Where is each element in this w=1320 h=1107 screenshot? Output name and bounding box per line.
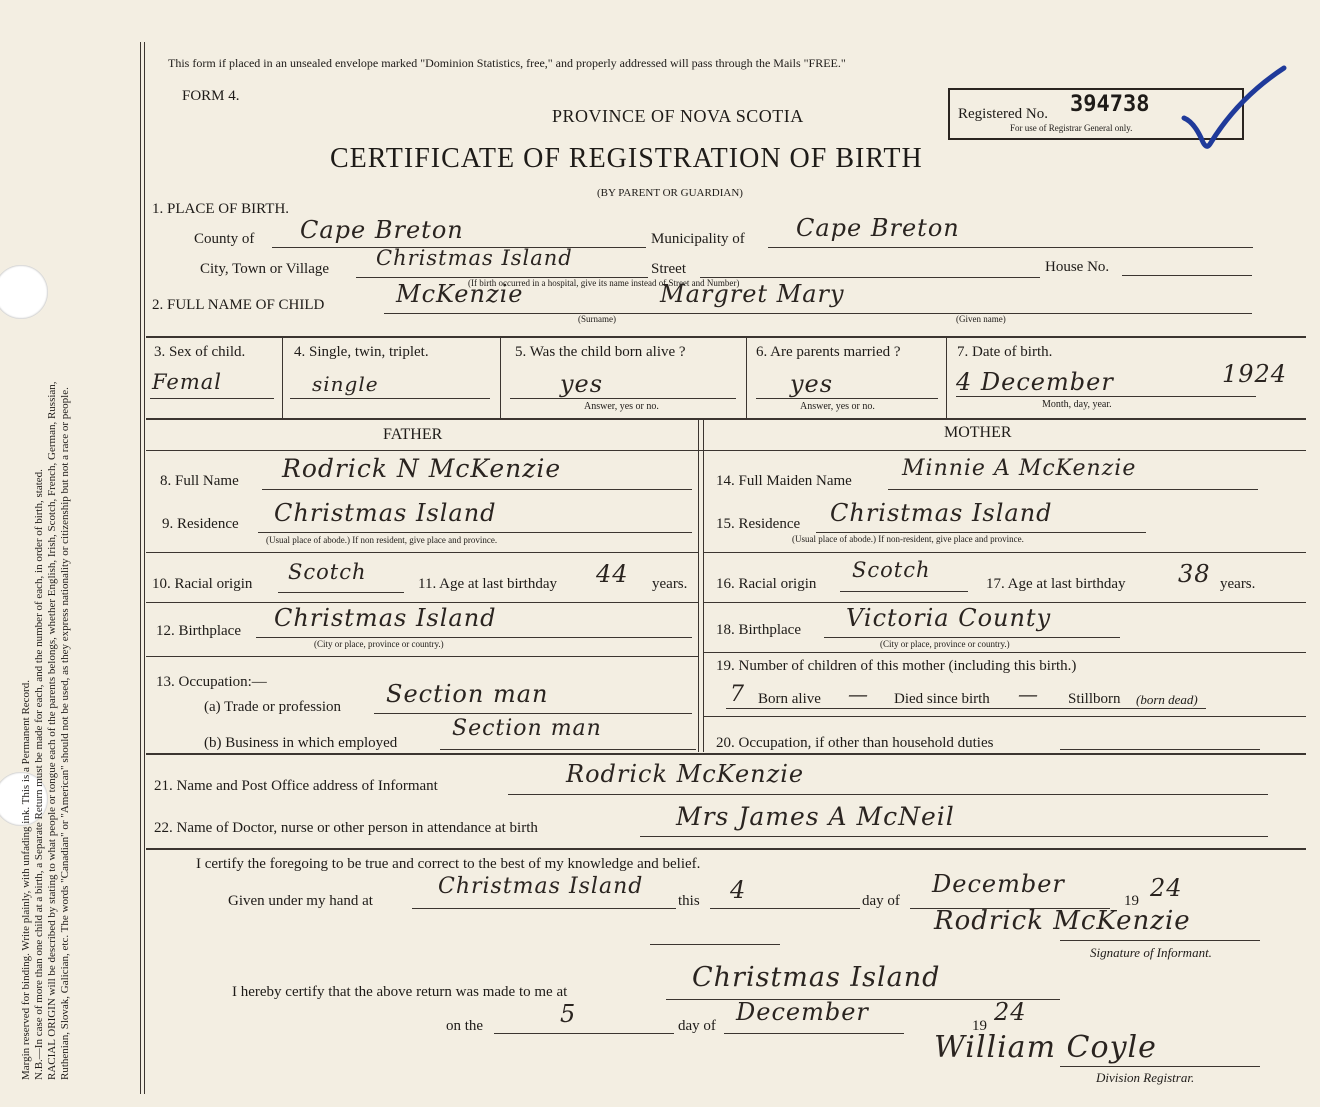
informant-signature-line — [1060, 940, 1260, 941]
row3-bottom-rule — [146, 418, 1306, 420]
dob-year: 1924 — [1222, 360, 1288, 388]
margin-line-3: RACIAL ORIGIN will be described by stating to what people or tongue each of the parents belongs, whether English, Irish, Scotch, French, German, Russian, — [46, 381, 58, 1080]
page-subtitle: (BY PARENT OR GUARDIAN) — [597, 187, 743, 199]
mother-racial-value: Scotch — [852, 558, 931, 582]
mother-birthplace-hint: (City or place, province or country.) — [880, 639, 1010, 649]
municipality-label: Municipality of — [651, 231, 745, 247]
parents-divider-2 — [703, 420, 704, 752]
alive-label: 5. Was the child born alive ? — [515, 344, 686, 360]
dob-hint: Month, day, year. — [1042, 399, 1112, 410]
margin-instructions — [20, 80, 100, 1080]
mother-died-value: — — [848, 682, 869, 706]
mother-occupation-line — [1060, 749, 1260, 750]
father-age-value: 44 — [596, 560, 629, 588]
certify-statement: I certify the foregoing to be true and correct to the best of my knowledge and belief. — [196, 856, 701, 872]
registrar-signature-label: Division Registrar. — [1096, 1070, 1195, 1085]
father-trade-line — [374, 713, 692, 714]
registrar-on-label: on the — [446, 1018, 484, 1034]
mother-residence-label: 15. Residence — [716, 516, 801, 532]
informant-label: 21. Name and Post Office address of Informant — [154, 778, 438, 794]
mother-children-line — [726, 708, 1206, 709]
child-label: 2. FULL NAME OF CHILD — [152, 297, 325, 313]
father-residence-line — [258, 532, 692, 533]
county-label: County of — [194, 231, 255, 247]
father-birthplace-line — [256, 637, 692, 638]
mother-residence-line — [816, 532, 1146, 533]
mother-row15-rule — [703, 552, 1306, 553]
sex-value: Femal — [152, 370, 222, 394]
mother-birthplace-label: 18. Birthplace — [716, 622, 801, 638]
father-trade-value: Section man — [386, 680, 549, 708]
certify-top-rule — [146, 848, 1306, 850]
check-mark-icon — [1180, 62, 1290, 158]
given-under-label: Given under my hand at — [228, 893, 373, 909]
alive-line — [510, 398, 736, 399]
given-this-label: this — [678, 893, 700, 909]
father-row9-rule — [146, 552, 698, 553]
father-name-label: 8. Full Name — [160, 473, 239, 489]
plurality-label: 4. Single, twin, triplet. — [294, 344, 429, 360]
sex-label: 3. Sex of child. — [154, 344, 246, 360]
parents-divider — [698, 420, 699, 752]
row3-divider-2 — [500, 338, 501, 418]
mother-heading: MOTHER — [944, 424, 1012, 441]
child-name-line — [384, 313, 1252, 314]
father-years-label: years. — [652, 576, 688, 592]
mother-residence-hint: (Usual place of abode.) If non-resident, give place and province. — [792, 534, 1024, 544]
municipality-value: Cape Breton — [796, 214, 960, 242]
city-value: Christmas Island — [376, 246, 573, 270]
child-given-name: Margret Mary — [660, 280, 845, 308]
father-age-label: 11. Age at last birthday — [418, 576, 557, 592]
row3-divider-3 — [746, 338, 747, 418]
informant-value: Rodrick McKenzie — [566, 760, 805, 788]
city-label: City, Town or Village — [200, 261, 330, 277]
father-business-value: Section man — [452, 716, 602, 741]
mother-name-label: 14. Full Maiden Name — [716, 473, 852, 489]
mother-racial-label: 16. Racial origin — [716, 576, 817, 592]
registrar-month-value: December — [736, 998, 869, 1026]
mother-born-alive-label: Born alive — [758, 691, 821, 707]
plurality-value: single — [312, 372, 379, 396]
registrar-statement: I hereby certify that the above return was made to me at — [232, 984, 568, 1000]
given-day-line — [710, 908, 860, 909]
registrar-year-value: 24 — [994, 998, 1027, 1026]
mother-died-label: Died since birth — [894, 691, 990, 707]
registrar-day-line — [494, 1033, 674, 1034]
mother-name-line — [888, 489, 1258, 490]
mother-stillborn-dash: — — [1018, 682, 1039, 706]
married-hint: Answer, yes or no. — [800, 401, 875, 412]
street-line — [700, 277, 1040, 278]
registered-number: 394738 — [1070, 92, 1150, 117]
mother-row16-rule — [703, 602, 1306, 603]
parents-head-rule — [146, 450, 1306, 451]
father-row10-rule — [146, 602, 698, 603]
father-business-label: (b) Business in which employed — [204, 735, 398, 751]
certify-divider — [650, 944, 780, 945]
sex-line — [150, 398, 274, 399]
margin-rule-inner — [144, 42, 145, 1094]
county-value: Cape Breton — [300, 216, 464, 244]
married-label: 6. Are parents married ? — [756, 344, 901, 360]
father-birthplace-label: 12. Birthplace — [156, 623, 241, 639]
registrar-year-prefix: 19 — [972, 1018, 987, 1034]
mother-residence-value: Christmas Island — [830, 499, 1053, 527]
father-racial-label: 10. Racial origin — [152, 576, 253, 592]
margin-line-4: Ruthenian, Slovak, Galician, etc. The words "Canadian" or "American" should not be used, as they express nationality or citizenship but not a race or people. — [59, 387, 71, 1080]
given-day-of-label: day of — [862, 893, 900, 909]
mother-stillborn-hint: (born dead) — [1136, 692, 1198, 707]
registrar-signature-line — [1060, 1066, 1260, 1067]
registrar-signature: William Coyle — [934, 1030, 1157, 1065]
plurality-line — [290, 398, 490, 399]
father-heading: FATHER — [383, 426, 443, 443]
registrar-month-line — [724, 1033, 904, 1034]
mother-name-value: Minnie A McKenzie — [902, 456, 1137, 481]
dob-line — [956, 396, 1256, 397]
row3-top-rule — [146, 336, 1306, 338]
father-trade-label: (a) Trade or profession — [204, 699, 342, 715]
mother-children-label: 19. Number of children of this mother (including this birth.) — [716, 658, 1077, 674]
margin-rule — [140, 42, 141, 1094]
margin-line-2: N.B.—In case of more than one child at a birth, a Separate Return must be made for each, and the number of each, in order of birth, stated. — [33, 469, 45, 1080]
given-hint: (Given name) — [956, 314, 1006, 324]
father-row12-rule — [146, 656, 698, 657]
page-title: CERTIFICATE OF REGISTRATION OF BIRTH — [330, 143, 923, 174]
registrar-note: For use of Registrar General only. — [1010, 123, 1133, 133]
mail-note: This form if placed in an unsealed envelope marked "Dominion Statistics, free," and properly addressed will pass through the Mails "FREE." — [168, 56, 846, 70]
father-residence-hint: (Usual place of abode.) If non resident, give place and province. — [266, 535, 498, 545]
given-day-value: 4 — [730, 876, 747, 904]
informant-signature: Rodrick McKenzie — [934, 906, 1191, 936]
married-value: yes — [790, 370, 834, 398]
father-name-line — [262, 489, 692, 490]
row3-divider-4 — [946, 338, 947, 418]
municipality-line — [768, 247, 1253, 248]
place-heading: 1. PLACE OF BIRTH. — [152, 201, 290, 217]
child-surname: McKenzie — [396, 280, 524, 308]
alive-hint: Answer, yes or no. — [584, 401, 659, 412]
house-label: House No. — [1045, 259, 1110, 275]
doctor-line — [640, 836, 1268, 837]
doctor-value: Mrs James A McNeil — [676, 802, 955, 831]
registrar-day-value: 5 — [560, 1000, 577, 1028]
father-occupation-label: 13. Occupation:— — [156, 674, 267, 690]
given-place-line — [412, 908, 676, 909]
informant-top-rule — [146, 753, 1306, 755]
father-name-value: Rodrick N McKenzie — [282, 454, 562, 483]
registrar-day-of-label: day of — [678, 1018, 716, 1034]
given-place-value: Christmas Island — [438, 874, 644, 899]
house-line — [1122, 275, 1252, 276]
mother-racial-line — [840, 591, 968, 592]
surname-hint: (Surname) — [578, 314, 616, 324]
margin-line-1: Margin reserved for binding. Write plainly, with unfading ink. This is a Permanent Record. — [20, 680, 32, 1080]
alive-value: yes — [560, 370, 604, 398]
registrar-place-value: Christmas Island — [692, 962, 941, 993]
street-hint: (If birth occurred in a hospital, give its name instead of Street and Number) — [468, 278, 740, 288]
informant-signature-label: Signature of Informant. — [1090, 945, 1212, 960]
father-birthplace-hint: (City or place, province or country.) — [314, 639, 444, 649]
mother-age-value: 38 — [1178, 560, 1211, 588]
doctor-label: 22. Name of Doctor, nurse or other person in attendance at birth — [154, 820, 538, 836]
mother-age-label: 17. Age at last birthday — [986, 576, 1126, 592]
registered-label: Registered No. — [958, 106, 1048, 122]
dob-label: 7. Date of birth. — [957, 344, 1053, 360]
given-year-prefix: 19 — [1124, 893, 1139, 909]
mother-birthplace-line — [824, 637, 1120, 638]
mother-years-label: years. — [1220, 576, 1256, 592]
mother-row18-rule — [703, 652, 1306, 653]
street-label: Street — [651, 261, 686, 277]
father-business-line — [440, 749, 696, 750]
mother-stillborn-label: Stillborn — [1068, 691, 1121, 707]
form-number: FORM 4. — [182, 88, 240, 104]
mother-birthplace-value: Victoria County — [846, 604, 1052, 632]
mother-occupation-label: 20. Occupation, if other than household duties — [716, 735, 994, 751]
row3-divider-1 — [282, 338, 283, 418]
given-month-value: December — [932, 870, 1065, 898]
father-birthplace-value: Christmas Island — [274, 604, 497, 632]
father-racial-line — [278, 592, 404, 593]
informant-line — [508, 794, 1268, 795]
province-heading: PROVINCE OF NOVA SCOTIA — [552, 106, 804, 126]
father-residence-label: 9. Residence — [162, 516, 239, 532]
mother-row19-rule — [703, 716, 1306, 717]
dob-value: 4 December — [956, 368, 1114, 396]
mother-born-alive-value: 7 — [730, 682, 745, 707]
father-racial-value: Scotch — [288, 560, 367, 584]
married-line — [756, 398, 938, 399]
father-residence-value: Christmas Island — [274, 499, 497, 527]
given-year-value: 24 — [1150, 874, 1183, 902]
